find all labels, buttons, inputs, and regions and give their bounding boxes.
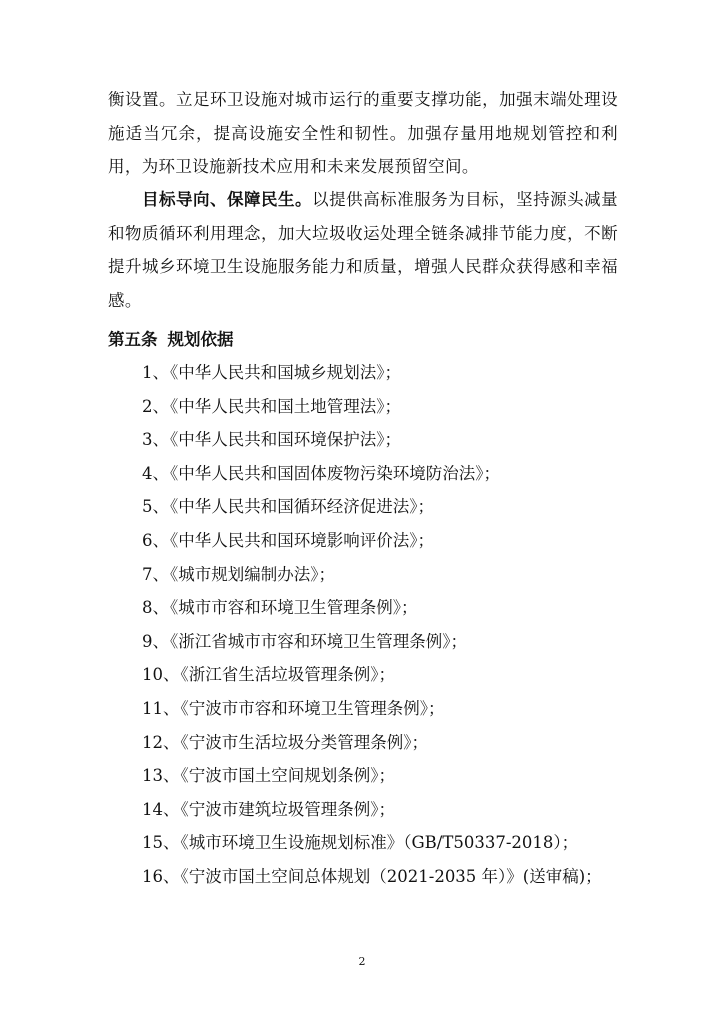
item-number: 16、 xyxy=(142,866,180,886)
section-number: 第五条 xyxy=(108,330,158,349)
item-number: 4、 xyxy=(142,463,169,483)
list-item xyxy=(108,860,618,894)
item-text: 《宁波市生活垃圾分类管理条例》； xyxy=(180,732,428,752)
section-heading xyxy=(108,323,234,356)
item-text: 《浙江省生活垃圾管理条例》； xyxy=(180,665,395,685)
list-item xyxy=(108,759,618,793)
item-number: 14、 xyxy=(142,799,180,819)
item-text: 《城市市容和环境卫生管理条例》； xyxy=(170,598,418,618)
item-number: 3、 xyxy=(142,430,169,450)
item-number: 7、 xyxy=(142,564,169,584)
item-number: 11、 xyxy=(142,698,180,718)
item-text: 《浙江省城市市容和环境卫生管理条例》； xyxy=(170,631,467,651)
list-item xyxy=(108,826,618,860)
list-item xyxy=(108,591,618,625)
list-item xyxy=(108,558,618,592)
item-number: 1、 xyxy=(142,363,169,382)
item-number: 12、 xyxy=(142,732,180,752)
item-text: 《中华人民共和国环境保护法》； xyxy=(170,430,401,450)
page-number: 2 xyxy=(358,955,366,968)
list-item xyxy=(108,423,618,457)
item-text: 《宁波市国土空间规划条例》； xyxy=(180,766,395,786)
item-text: 《中华人民共和国城乡规划法》； xyxy=(170,363,401,382)
list-item xyxy=(108,726,618,760)
list-item xyxy=(108,625,618,659)
item-number: 5、 xyxy=(142,497,169,517)
item-number: 9、 xyxy=(142,631,169,651)
list-item xyxy=(108,457,618,491)
reference-list xyxy=(108,356,618,894)
item-number: 6、 xyxy=(142,530,169,550)
item-text: 《中华人民共和国循环经济促进法》； xyxy=(170,497,434,517)
item-number: 8、 xyxy=(142,598,169,618)
item-number: 13、 xyxy=(142,766,180,786)
item-text: 《宁波市市容和环境卫生管理条例》； xyxy=(180,698,445,718)
item-number: 10、 xyxy=(142,665,180,685)
paragraph-lead: 目标导向、保障民生。 xyxy=(142,190,313,209)
item-text: 《城市规划编制办法》； xyxy=(170,564,335,584)
section-title: 规划依据 xyxy=(167,330,234,349)
item-text: 《宁波市建筑垃圾管理条例》； xyxy=(180,799,395,819)
list-item xyxy=(108,692,618,726)
item-text: 《城市环境卫生设施规划标准》（GB/T50337-2018）； xyxy=(180,833,579,853)
list-item xyxy=(108,658,618,692)
list-item xyxy=(108,490,618,524)
list-item xyxy=(108,524,618,558)
item-text: 《中华人民共和国土地管理法》； xyxy=(170,396,401,416)
item-text: 《中华人民共和国环境影响评价法》； xyxy=(170,530,434,550)
item-text: 《中华人民共和国固体废物污染环境防治法》； xyxy=(170,463,500,483)
paragraph-body: 以提供高标准服务为目标，坚持源头减量和物质循环利用理念，加大垃圾收运处理全链条减排节能力度，不断提升城乡环境卫生设施服务能力和质量，增强人民群众获得感和幸福感。 xyxy=(108,190,618,310)
list-item xyxy=(108,390,618,424)
item-number: 15、 xyxy=(142,833,180,853)
list-item xyxy=(108,356,618,390)
list-item xyxy=(108,793,618,827)
item-text: 《宁波市国土空间总体规划（2021-2035 年）》(送审稿)； xyxy=(180,866,602,886)
item-number: 2、 xyxy=(142,396,169,416)
body-paragraph-goal xyxy=(108,183,618,317)
body-paragraph: 衡设置。立足环卫设施对城市运行的重要支撑功能，加强末端处理设施适当冗余，提高设施安全性和韧性。加强存量用地规划管控和利用，为环卫设施新技术应用和未来发展预留空间。 xyxy=(108,90,618,176)
